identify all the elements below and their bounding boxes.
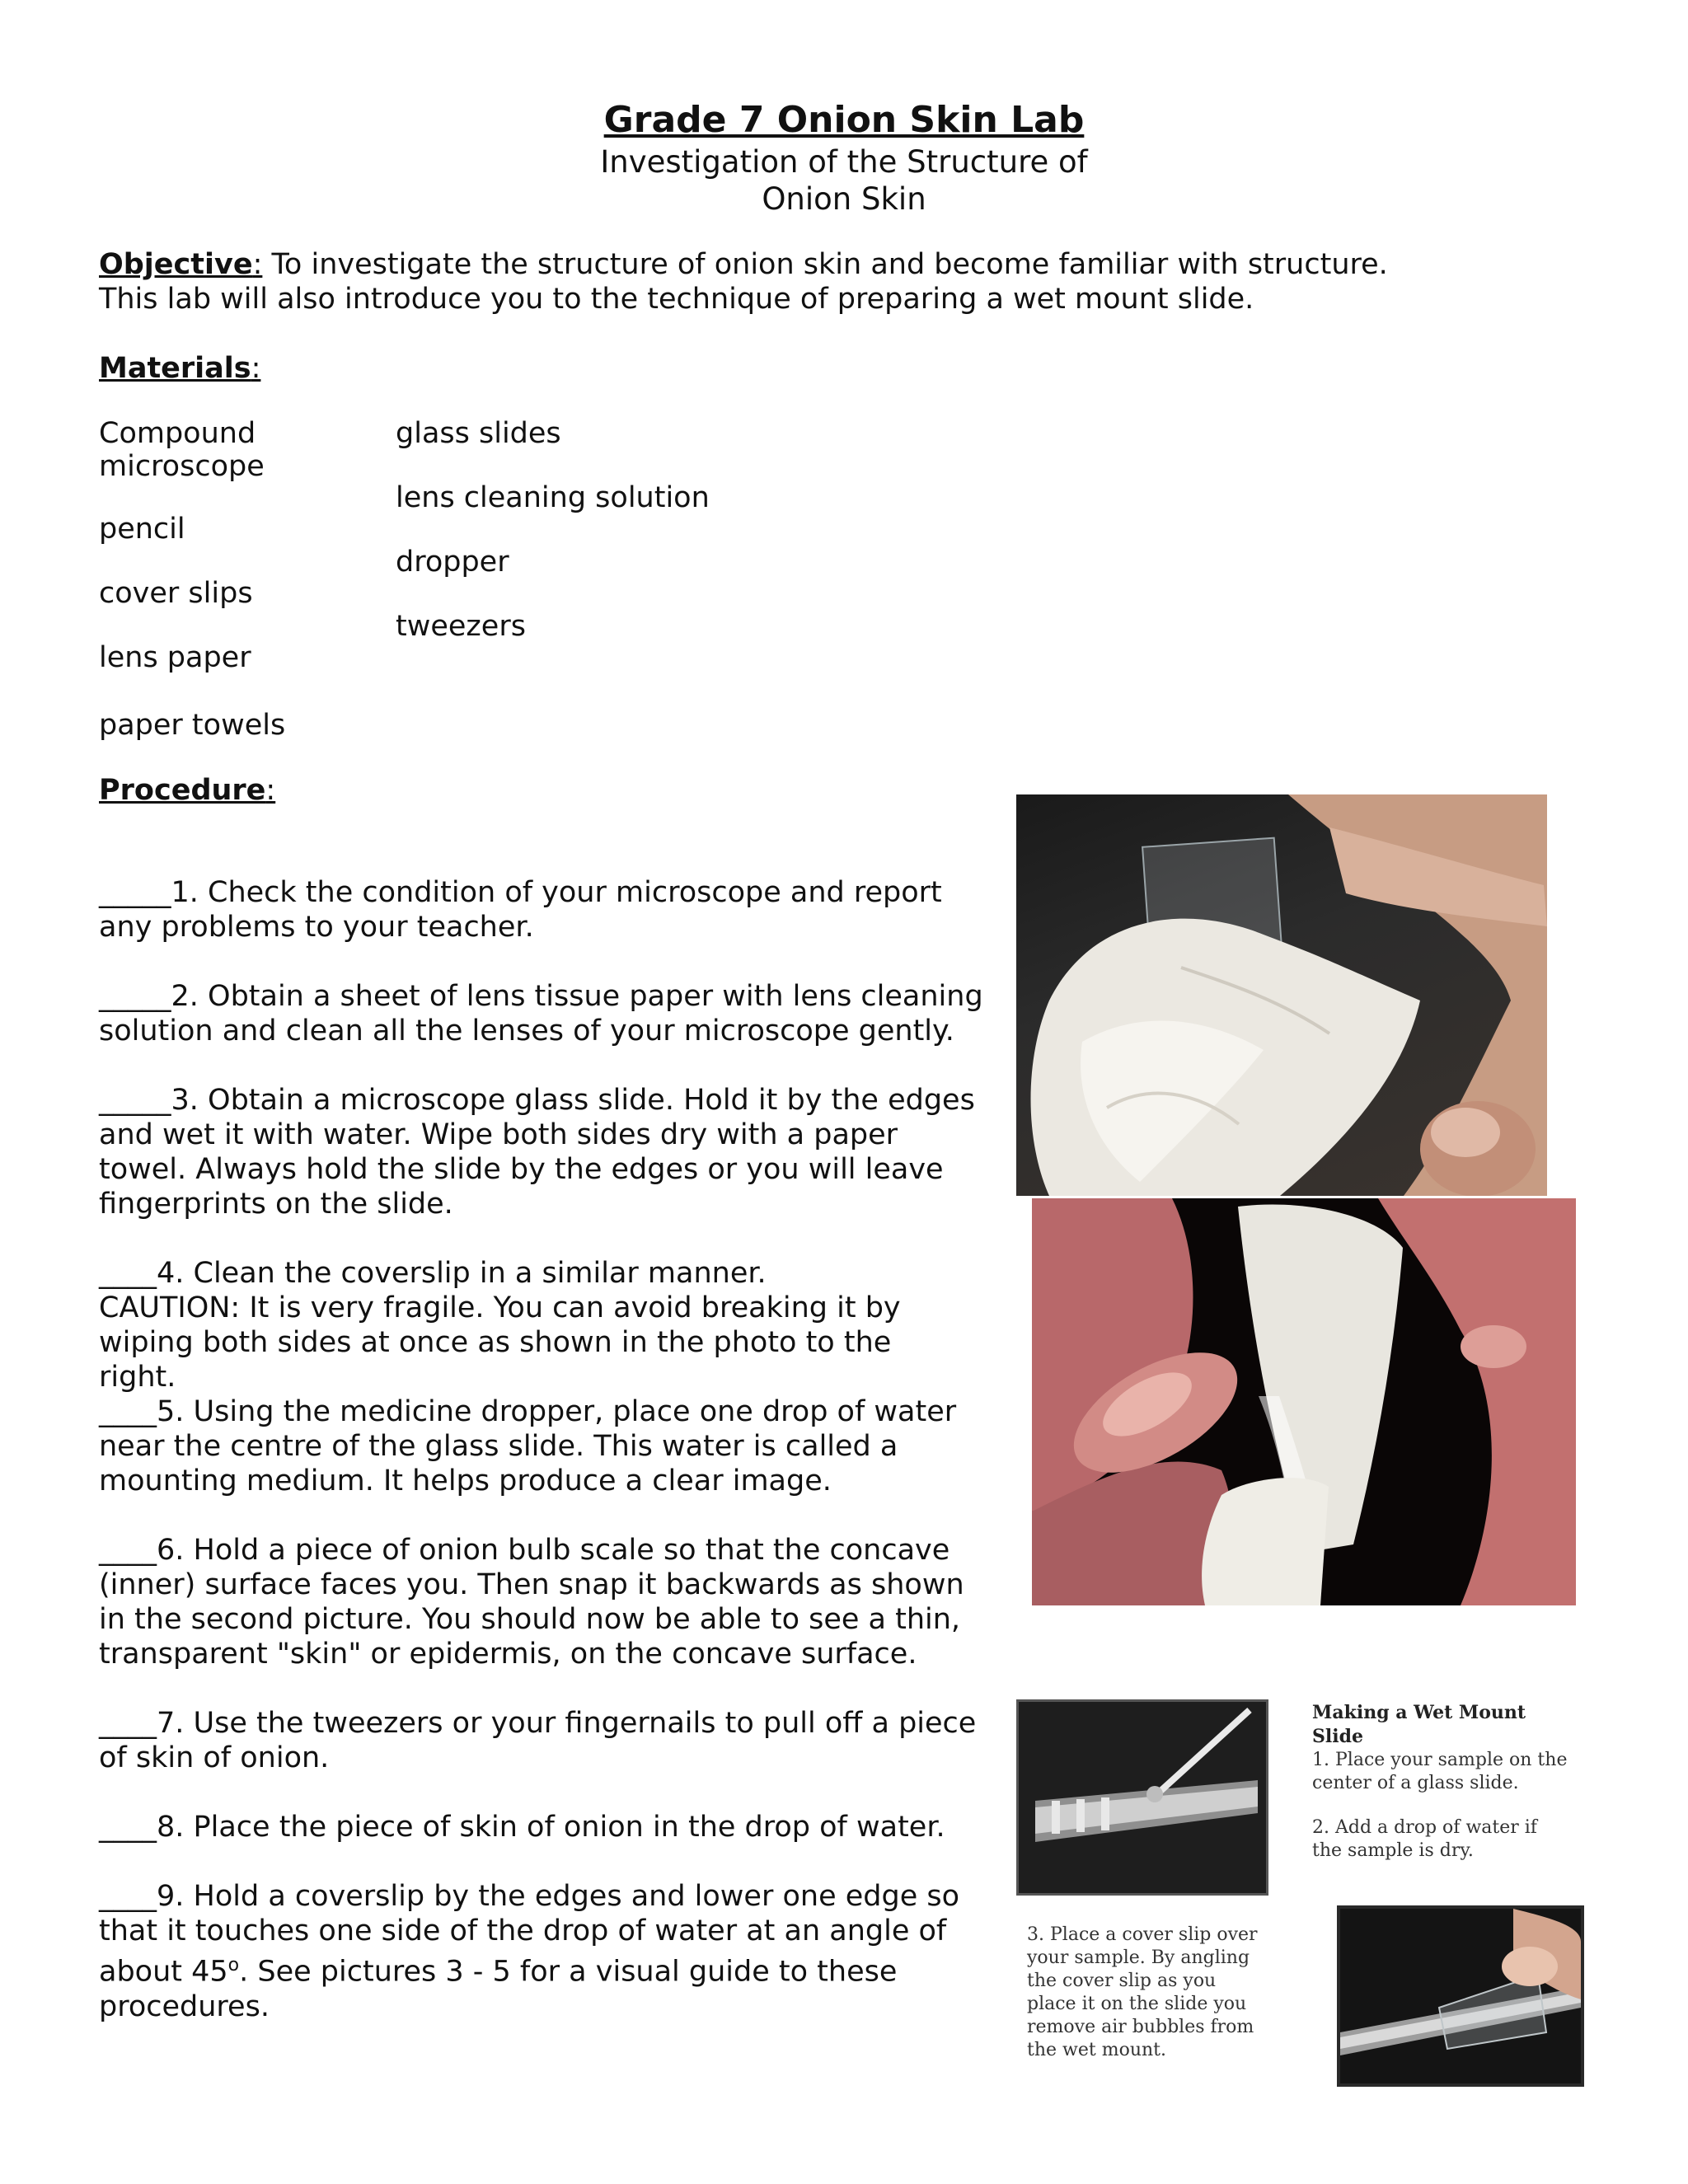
title-block [0,97,1688,218]
procedure-step-6: ____6. Hold a piece of onion bulb scale so that the concave (inner) surface faces you. Then snap it backwards as shown in the second picture. You should now be able to see a thin, transparent "skin" or epidermis, on the concave surface. [99,1534,964,1671]
objective-text: To investigate the structure of onion skin and become familiar with structure. This lab will also introduce you to the technique of preparing a wet mount slide. [99,248,1388,316]
procedure-step-7: ____7. Use the tweezers or your fingernails to pull off a piece of skin of onion. [99,1707,977,1774]
objective-colon: : [252,248,263,281]
procedure-step-3: _____3. Obtain a microscope glass slide. Hold it by the edges and wet it with water. Wipe both sides dry with a paper towel. Always hold the slide by the edges or you will leave fingerprints on the slide. [99,1084,975,1221]
cover-slip-photo [1337,1905,1584,2087]
onion-snap-illustration [1032,1198,1576,1605]
page-title: Grade 7 Onion Skin Lab [603,99,1085,141]
objective-label: Objective [99,248,253,281]
wet-mount-heading: Making a Wet Mount Slide [1312,1702,1526,1747]
material-item: lens cleaning solution [396,481,710,514]
step-9-text: ____9. Hold a coverslip by the edges and lower one edge so that it touches one side of the drop of water at an angle of about 45 [99,1880,960,1989]
place-sample-illustration [1019,1702,1266,1893]
materials-heading [99,351,260,386]
coverslip-cleaning-illustration [1016,794,1547,1196]
degree-sup: o [227,1955,240,1975]
procedure-step-8: ____8. Place the piece of skin of onion in the drop of water. [99,1811,945,1844]
cover-slip-illustration [1340,1909,1581,2083]
objective-paragraph [99,247,1451,316]
procedure-step-5: ____5. Using the medicine dropper, place one drop of water near the centre of the glass slide. This water is called a mounting medium. It helps produce a clear image. [99,1395,957,1497]
procedure-heading [99,773,275,808]
material-item: glass slides [396,417,561,450]
wet-mount-step-2: 2. Add a drop of water if the sample is dry. [1312,1817,1537,1861]
material-item: tweezers [396,610,526,643]
coverslip-cleaning-photo [1016,794,1547,1196]
material-item: pencil [99,513,185,546]
material-item: Compound microscope [99,417,265,483]
procedure-caution: CAUTION: It is very fragile. You can avoid breaking it by wiping both sides at once as shown in the photo to the right. [99,1291,901,1394]
material-item: lens paper [99,641,251,674]
materials-label: Materials [99,352,251,385]
procedure-colon: : [265,774,276,807]
wet-mount-step-3: 3. Place a cover slip over your sample. By angling the cover slip as you place it on the slide you remove air bubbles from the wet mount. [1027,1924,1258,2060]
material-item: dropper [396,546,509,579]
material-item: cover slips [99,577,253,610]
procedure-step-1: _____1. Check the condition of your microscope and report any problems to your teacher. [99,876,942,944]
procedure-step-9 [99,1879,989,2024]
procedure-step-4: ____4. Clean the coverslip in a similar manner. [99,1257,767,1290]
procedure-step-2: _____2. Obtain a sheet of lens tissue paper with lens cleaning solution and clean all the lenses of your microscope gently. [99,980,983,1047]
step-9-text-end: . See pictures 3 - 5 for a visual guide to these procedures. [99,1955,898,2023]
page-subtitle-line-1: Investigation of the Structure of [600,144,1088,180]
procedure-label: Procedure [99,774,266,807]
place-sample-photo [1016,1699,1268,1896]
material-item: paper towels [99,709,286,742]
wet-mount-caption-1 [1312,1701,1568,1863]
page-subtitle-line-2: Onion Skin [762,181,926,217]
onion-snap-photo [1032,1198,1576,1605]
wet-mount-step-1: 1. Place your sample on the center of a glass slide. [1312,1750,1568,1793]
materials-colon: : [251,352,261,385]
